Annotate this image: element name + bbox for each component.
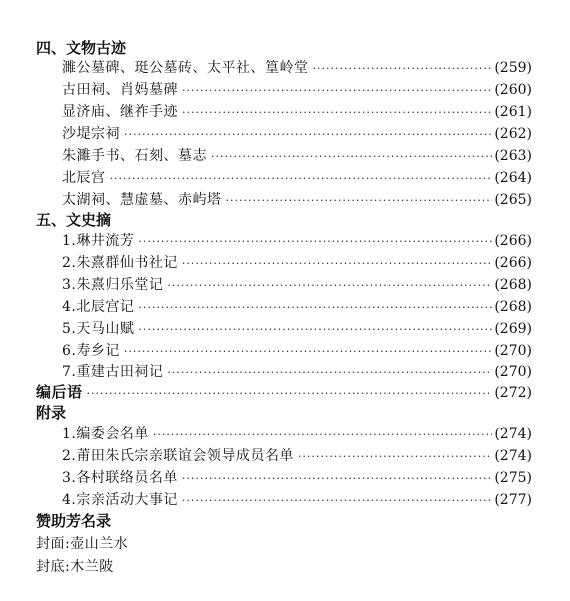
toc-entry[interactable] (62, 362, 532, 382)
leader-dots (226, 191, 493, 211)
leader-dots (298, 447, 492, 467)
leader-dots (182, 254, 492, 274)
toc-entry-page: (259) (494, 60, 532, 76)
section-heading-afterword: 编后语 (36, 383, 83, 401)
section-heading-cultural-relics: 四、文物古迹 (36, 39, 127, 57)
toc-entry[interactable] (62, 80, 532, 100)
toc-entry-title: 1.编委会名单 (62, 426, 149, 442)
leader-dots (167, 363, 492, 383)
toc-entry[interactable] (62, 253, 532, 273)
toc-entry-page: (274) (494, 448, 532, 464)
leader-dots (182, 103, 492, 123)
toc-entry-title: 朱濉手书、石刻、墓志 (62, 148, 207, 164)
toc-entry[interactable] (62, 424, 532, 444)
toc-entry[interactable] (62, 168, 532, 188)
toc-entry-title: 古田祠、肖妈墓碑 (62, 82, 178, 98)
leader-dots (138, 320, 492, 340)
toc-entry[interactable] (62, 490, 532, 510)
toc-entry-page: (262) (494, 126, 532, 142)
toc-entry-title: 濉公墓碑、珽公墓砖、太平社、篁岭堂 (62, 60, 309, 76)
leader-dots (167, 276, 492, 296)
toc-entry-title: 太湖祠、慧虚墓、赤屿塔 (62, 192, 222, 208)
leader-dots (110, 169, 493, 189)
toc-entry-page: (266) (494, 233, 532, 249)
toc-entry-page: (266) (494, 255, 532, 271)
toc-entry[interactable] (62, 146, 532, 166)
section-heading-sponsors: 赞助芳名录 (36, 512, 112, 530)
toc-entry-page: (268) (494, 277, 532, 293)
leader-dots (124, 342, 492, 362)
toc-entry-page: (274) (494, 426, 532, 442)
leader-dots (182, 81, 492, 101)
toc-entry[interactable] (62, 58, 532, 78)
leader-dots (124, 125, 492, 145)
front-cover-caption: 封面:壶山兰水 (36, 536, 129, 552)
leader-dots (182, 491, 492, 511)
toc-entry-page: (270) (494, 364, 532, 380)
toc-entry-page: (270) (494, 343, 532, 359)
toc-entry-title: 6.寿乡记 (62, 343, 120, 359)
toc-entry-page: (263) (494, 148, 532, 164)
toc-entry-page: (268) (494, 299, 532, 315)
toc-entry[interactable] (62, 319, 532, 339)
toc-entry[interactable] (62, 446, 532, 466)
toc-entry-page: (272) (494, 385, 532, 401)
toc-entry[interactable] (62, 102, 532, 122)
back-cover-caption: 封底:木兰陂 (36, 559, 114, 575)
leader-dots (153, 425, 492, 445)
section-heading-appendix: 附录 (36, 404, 67, 422)
leader-dots (138, 298, 492, 318)
toc-entry-page: (275) (494, 470, 532, 486)
toc-entry[interactable] (62, 468, 532, 488)
toc-entry-title: 4.宗亲活动大事记 (62, 492, 178, 508)
toc-entry-title: 2.莆田朱氏宗亲联谊会领导成员名单 (62, 448, 294, 464)
leader-dots (182, 469, 492, 489)
toc-entry-title: 4.北辰宫记 (62, 299, 135, 315)
toc-entry-title: 北辰宫 (62, 170, 106, 186)
toc-entry-title: 7.重建古田祠记 (62, 364, 164, 380)
toc-entry-title: 3.朱熹归乐堂记 (62, 277, 164, 293)
leader-dots (211, 147, 492, 167)
toc-entry-page: (264) (494, 170, 532, 186)
toc-entry[interactable] (62, 341, 532, 361)
toc-entry-page: (261) (494, 104, 532, 120)
toc-entry-title: 显济庙、继祚手迹 (62, 104, 178, 120)
toc-entry-page: (277) (494, 492, 532, 508)
leader-dots (313, 59, 493, 79)
toc-entry-title: 3.各村联络员名单 (62, 470, 178, 486)
toc-entry[interactable] (62, 231, 532, 251)
toc-entry[interactable] (62, 190, 532, 210)
toc-entry[interactable] (62, 297, 532, 317)
toc-entry-title: 2.朱熹群仙书社记 (62, 255, 178, 271)
leader-dots (87, 384, 493, 404)
toc-entry-page: (265) (494, 192, 532, 208)
leader-dots (138, 232, 492, 252)
section-heading-literary-excerpts: 五、文史摘 (36, 211, 112, 229)
toc-entry-title: 沙堤宗祠 (62, 126, 120, 142)
toc-entry[interactable] (62, 275, 532, 295)
toc-entry[interactable] (62, 124, 532, 144)
toc-entry-page: (269) (494, 321, 532, 337)
toc-entry-afterword[interactable] (36, 382, 532, 402)
toc-entry-title: 1.琳井流芳 (62, 233, 135, 249)
toc-entry-title: 5.天马山赋 (62, 321, 135, 337)
toc-entry-page: (260) (494, 82, 532, 98)
